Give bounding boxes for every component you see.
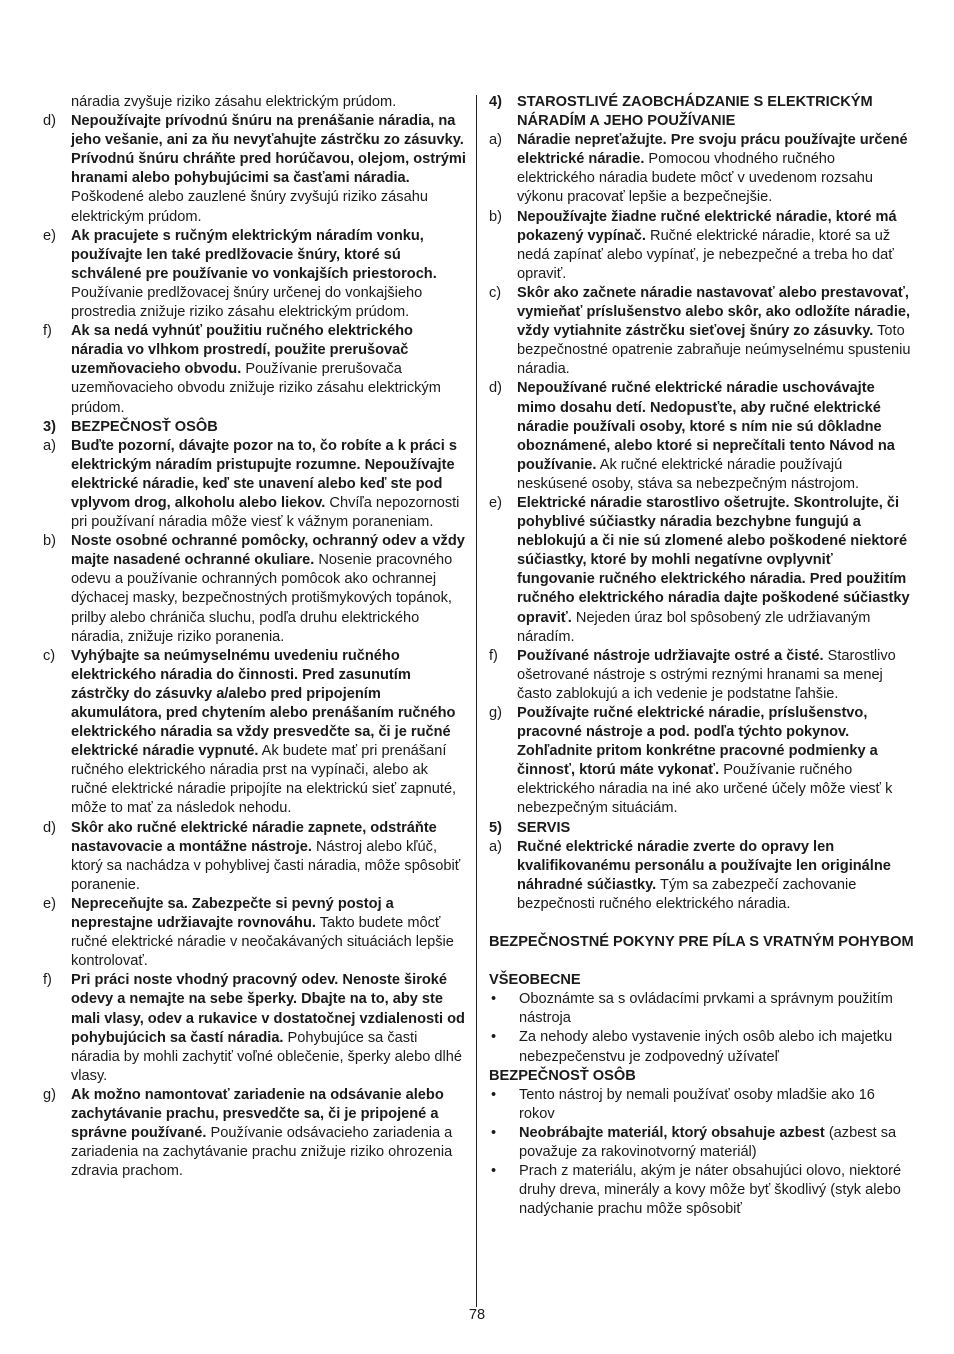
item-label: b) — [43, 533, 56, 550]
list-item — [489, 838, 914, 914]
item-label: a) — [489, 838, 502, 855]
item-label: g) — [489, 705, 502, 721]
list-item — [43, 112, 468, 227]
bullet-item — [489, 1162, 914, 1219]
section-heading — [489, 819, 914, 838]
section-heading — [489, 93, 914, 131]
section-title: SERVIS — [517, 819, 571, 836]
list-item — [43, 647, 468, 819]
bullet-symbol: • — [491, 1086, 497, 1103]
item-label: b) — [489, 208, 502, 225]
list-item — [43, 437, 468, 532]
bullet-text: Prach z materiálu, akým je náter obsahujúci olovo, niektoré druhy dreva, minerály a kovy môže byť škodlivý (styk alebo nadýchanie prachu môže spôsobiť — [519, 1163, 902, 1218]
list-item — [489, 284, 914, 379]
item-label: f) — [489, 647, 498, 664]
list-item — [489, 647, 914, 704]
bullet-symbol: • — [491, 991, 497, 1008]
item-text: Nástroj alebo kľúč, ktorý sa nachádza v pohyblivej časti náradia, môže spôsobiť poranenie. — [71, 838, 461, 893]
list-item — [489, 208, 914, 284]
item-bold-text: Noste osobné ochranné pomôcky, ochranný odev a vždy majte nasadené ochranné okuliare. — [71, 533, 465, 569]
item-label: e) — [43, 895, 56, 912]
item-bold-text: Nepreceňujte sa. Zabezpečte si pevný postoj a neprestajne udržiavajte rovnováhu. — [71, 895, 394, 932]
item-bold-text: Náradie nepreťažujte. Pre svoju prácu používajte určené elektrické náradie. — [517, 132, 908, 168]
bullet-symbol: • — [491, 1163, 497, 1180]
item-text: Nosenie pracovného odevu a používanie ochranných pomôcok ako ochrannej dýchacej masky, bezpečnostných protišmykových topánok, prilby alebo chrániča sluchu, podľa druhu elektrického náradia, znižuje riziko poranenia. — [71, 552, 453, 645]
item-text: Tým sa zabezpečí zachovanie bezpečnosti ručného elektrického náradia. — [517, 876, 857, 912]
item-label: d) — [43, 819, 56, 836]
bullet-text: Za nehody alebo vystavenie iných osôb alebo ich majetku nebezpečenstvu je zodpovedný užívateľ — [519, 1029, 893, 1065]
item-label: f) — [43, 323, 52, 340]
bullet-bold-text: Neobrábajte materiál, ktorý obsahuje azbest — [519, 1124, 825, 1141]
item-text: Nejeden úraz bol spôsobený zle udržiavaným náradím. — [517, 609, 871, 645]
left-column — [43, 93, 468, 1181]
item-text: Používanie ručného elektrického náradia na iné ako určené účely môže viesť k nebezpečným situáciám. — [517, 762, 893, 817]
item-label: f) — [43, 972, 52, 989]
bullet-text: Oboznámte sa s ovládacími prvkami a správnym použitím nástroja — [519, 991, 893, 1027]
continuation-text: náradia zvyšuje riziko zásahu elektrickým prúdom. — [71, 94, 397, 110]
item-text: Poškodené alebo zauzlené šnúry zvyšujú riziko zásahu elektrickým prúdom. — [71, 189, 428, 225]
item-bold-text: Skôr ako začnete náradie nastavovať alebo prestavovať, vymieňať príslušenstvo alebo skôr, ako odložíte náradie, vždy vytiahnite zástrčku sieťovej šnúry zo zásuvky. — [517, 284, 911, 340]
item-label: c) — [489, 284, 502, 301]
item-bold-text: Nepoužívajte prívodnú šnúru na prenášanie náradia, na jeho vešanie, ani za ňu nevyťahujte zástrčku zo zásuvky. Prívodnú šnúru chráňte pred horúčavou, olejom, ostrými hranami alebo pohybujúcimi sa časťami náradia. — [71, 113, 466, 187]
bullet-item — [489, 1124, 914, 1162]
list-item — [43, 971, 468, 1086]
item-text: Používanie odsávacieho zariadenia a zariadenia na zachytávanie prachu znižuje riziko ohrozenia zdravia prachom. — [71, 1125, 453, 1180]
list-item — [43, 322, 468, 417]
section-heading — [43, 418, 468, 437]
item-text: Používanie prerušovača uzemňovacieho obvodu znižuje riziko zásahu elektrickým prúdom. — [71, 361, 441, 416]
column-divider — [476, 95, 477, 1307]
general-heading: VŠEOBECNE — [489, 972, 581, 989]
right-column — [489, 93, 914, 1219]
list-item — [43, 1086, 468, 1181]
item-text: Ak budete mať pri prenášaní ručného elektrického náradia prst na vypínači, alebo ak ručné elektrické náradie pripojíte na elektrickú sieť zapnuté, môže to mať za následok nehodu. — [71, 743, 457, 817]
item-bold-text: Ak pracujete s ručným elektrickým náradím vonku, používajte len také predlžovacie šnúry, ktoré sú schválené pre používanie vo vonkajších priestoroch. — [71, 227, 437, 282]
item-bold-text: Ak sa nedá vyhnúť použitiu ručného elektrického náradia vo vlhkom prostredí, použite prerušovač uzemňovacieho obvodu. — [71, 323, 413, 378]
section-number: 5) — [489, 819, 502, 836]
item-bold-text: Nepoužívané ručné elektrické náradie uschovávajte mimo dosahu detí. Nedopusťte, aby ručné elektrické náradie používali osoby, ktoré s ním nie sú dôkladne oboznámené, alebo ktoré si neprečítali tento Návod na používanie. — [517, 380, 895, 473]
item-text: Ručné elektrické náradie, ktoré sa už nedá zapínať alebo vypínať, je nebezpečné a treba ho dať opraviť. — [517, 227, 894, 282]
list-item — [43, 227, 468, 322]
item-text: Pomocou vhodného ručného elektrického náradia budete môcť v uvedenom rozsahu výkonu pracovať lepšie a bezpečnejšie. — [517, 151, 873, 206]
section-number: 4) — [489, 94, 502, 110]
item-bold-text: Elektrické náradie starostlivo ošetrujte. Skontrolujte, či pohyblivé súčiastky náradia bezchybne fungujú a neblokujú a či nie sú zlomené alebo poškodené niektoré súčiastky, ktoré by mohli negatívne ovplyvniť fungovanie ručného elektrického náradia. Pred použitím ručného elektrického náradia dajte poškodené súčiastky opraviť. — [517, 494, 910, 626]
item-text: Toto bezpečnostné opatrenie zabraňuje neúmyselnému spusteniu náradia. — [517, 323, 911, 378]
item-label: e) — [489, 494, 502, 511]
bullet-item — [489, 1028, 914, 1066]
item-bold-text: Ručné elektrické náradie zverte do opravy len kvalifikovanému personálu a používajte len originálne náhradné súčiastky. — [517, 838, 891, 893]
saw-safety-heading: BEZPEČNOSTNÉ POKYNY PRE PÍLA S VRATNÝM POHYBOM — [489, 934, 914, 951]
item-text: Chvíľa nepozornosti pri používaní náradia môže viesť k vážnym poraneniam. — [71, 494, 460, 531]
item-text: Používanie predlžovacej šnúry určenej do vonkajšieho prostredia znižuje riziko zásahu elektrickým prúdom. — [71, 284, 423, 321]
item-bold-text: Buďte pozorní, dávajte pozor na to, čo robíte a k práci s elektrickým náradím pristupujte rozumne. Nepoužívajte elektrické náradie, keď ste unavení alebo keď ste pod vplyvom drog, alkoholu alebo liekov. — [71, 437, 457, 511]
section-number: 3) — [43, 418, 56, 435]
list-item — [43, 895, 468, 971]
item-label: a) — [43, 437, 56, 454]
item-label: a) — [489, 132, 502, 149]
item-bold-text: Používané nástroje udržiavajte ostré a čisté. — [517, 647, 824, 664]
item-text: Starostlivo ošetrované nástroje s ostrými reznými hranami sa menej často zablokujú a ich vedenie je podstatne ľahšie. — [517, 647, 896, 702]
item-label: g) — [43, 1086, 56, 1103]
list-item — [489, 704, 914, 819]
list-item — [43, 532, 468, 647]
item-label: c) — [43, 647, 56, 664]
list-item — [489, 379, 914, 494]
persons-heading: BEZPEČNOSŤ OSÔB — [489, 1067, 636, 1084]
list-item — [489, 494, 914, 647]
item-text: Ak ručné elektrické náradie používajú neskúsené osoby, stáva sa nebezpečným nástrojom. — [517, 456, 860, 492]
page-number: 78 — [468, 1307, 486, 1323]
item-bold-text: Nepoužívajte žiadne ručné elektrické náradie, ktoré má pokazený vypínač. — [517, 208, 897, 244]
item-bold-text: Používajte ručné elektrické náradie, príslušenstvo, pracovné nástroje a pod. podľa týchto pokynov. Zohľadnite pritom konkrétne pracovné podmienky a činnosť, ktorú máte vykonať. — [517, 705, 878, 779]
bullet-symbol: • — [491, 1029, 497, 1046]
list-item — [489, 131, 914, 207]
item-label: d) — [489, 380, 502, 397]
item-label: d) — [43, 113, 56, 130]
list-item — [43, 819, 468, 895]
item-bold-text: Vyhýbajte sa neúmyselnému uvedeniu ručného elektrického náradia do činnosti. Pred zasunutím zástrčky do zásuvky a/alebo pred pripojením akumulátora, pred chytením alebo prenášaním ručného elektrického náradia sa vždy presvedčte sa, či je ručné elektrické náradie vypnuté. — [71, 647, 456, 760]
item-bold-text: Pri práci noste vhodný pracovný odev. Nenoste široké odevy a nemajte na sebe šperky. Dbajte na to, aby ste mali vlasy, odev a rukavice v dostatočnej vzdialenosti od pohybujúcich sa častí náradia. — [71, 972, 465, 1046]
item-text: Takto budete môcť ručné elektrické náradie v neočakávaných situáciách lepšie kontrolovať. — [71, 915, 454, 970]
bullet-item — [489, 1086, 914, 1124]
bullet-item — [489, 990, 914, 1028]
item-bold-text: Skôr ako ručné elektrické náradie zapnete, odstráňte nastavovacie a montážne nástroje. — [71, 819, 437, 855]
item-label: e) — [43, 227, 56, 244]
item-bold-text: Ak možno namontovať zariadenie na odsávanie alebo zachytávanie prachu, presvedčte sa, či je pripojené a správne používané. — [71, 1086, 444, 1142]
section-title: BEZPEČNOSŤ OSÔB — [71, 418, 218, 435]
section-title: STAROSTLIVÉ ZAOBCHÁDZANIE S ELEKTRICKÝM NÁRADÍM A JEHO POUŽÍVANIE — [517, 94, 873, 130]
bullet-text: Tento nástroj by nemali používať osoby mladšie ako 16 rokov — [519, 1086, 875, 1122]
bullet-symbol: • — [491, 1124, 497, 1141]
bullet-text: (azbest sa považuje za rakovinotvorný materiál) — [519, 1124, 897, 1160]
item-text: Pohybujúce sa časti náradia by mohli zachytiť voľné oblečenie, šperky alebo dlhé vlasy. — [71, 1029, 463, 1084]
